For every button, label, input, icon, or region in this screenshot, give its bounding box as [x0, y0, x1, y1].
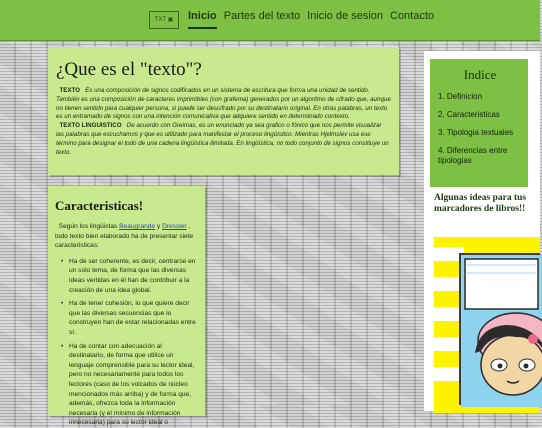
caracteristicas-list — [55, 257, 198, 428]
nav-link-inicio[interactable]: Inicio — [188, 10, 217, 29]
term-texto: TEXTO — [59, 87, 80, 94]
index-link-tipologia-textuales[interactable]: 3. Tipologia textuales — [438, 128, 514, 137]
intro-text-start: Según los lingüistas — [58, 223, 120, 230]
list-item: • Ha de tener cohesión, lo que quiere decir que las diversas secuencias que lo construyen han de estar relacionadas entre sí. — [63, 299, 198, 337]
nav-link-partes-del-texto[interactable]: Partes del texto — [223, 10, 301, 22]
bookmarks-heading: Algunas ideas para tus marcadores de libros!! — [434, 193, 527, 214]
bookmark-illustration — [459, 253, 540, 405]
intro-text-and: y — [155, 223, 163, 230]
caracteristicas-section — [48, 186, 205, 427]
link-beaugrande[interactable]: Beaugrande — [119, 223, 156, 230]
nav-link-contacto[interactable]: Contacto — [390, 10, 435, 22]
index-link-definicion[interactable]: 1. Definicion — [438, 92, 483, 101]
index-link-caracteristicas[interactable]: 2. Caracteristicas — [438, 110, 500, 119]
link-dressler[interactable]: Dressler — [162, 223, 187, 230]
site-logo[interactable]: TXT ▣ — [149, 11, 179, 29]
definition-texto — [56, 87, 391, 122]
main-nav — [188, 10, 434, 29]
index-box — [430, 59, 528, 187]
definition-texto-linguistico-body: De acuerdo con Greimas, es un enunciado ya sea grafico o fónico que nos permite visualizar las palabras que escuchamos y que es utilizado para manifestar el proceso lingüístico. Mientras Hjelmslev usa ese término para designar el todo de una cadena lingüística ilimitada. En lingüística, no todo conjunto de signos constituye un texto. — [56, 122, 389, 156]
definition-texto-linguistico — [56, 122, 391, 157]
intro-title: ¿Que es el "texto"? — [56, 59, 202, 80]
nav-link-inicio-de-sesion[interactable]: Inicio de sesion — [307, 10, 383, 22]
list-item: • Ha de contar con adecuación al destinatario, de forma que utilice un lenguaje comprensible para su lector ideal, pero no necesariamente para todos los lectores (caso de los volcados de núcleo mencionados más arriba) y de forma que, además, ofrezca toda la información necesaria (y el mínimo de información innecesaria) para su lector ideal o — [63, 342, 198, 428]
list-item: • Ha de ser coherente, es decir, centrarse en un solo tema, de forma que las diversas ideas vertidas en él han de contribuir a la creación de una idea global. — [63, 257, 198, 295]
top-navbar — [0, 0, 540, 41]
index-link-diferencias[interactable]: 4. Diferencias entre tipologias — [438, 146, 508, 165]
caracteristicas-intro — [55, 222, 198, 251]
cartoon-character-image — [461, 255, 542, 407]
index-title: Indice — [463, 67, 497, 82]
intro-section — [48, 47, 399, 175]
term-texto-linguistico: TEXTO LINGUISTICO — [59, 122, 122, 130]
intro-text-end: , todo texto bien elaborado ha de presentar siete caracteristicas: — [55, 223, 194, 250]
caracteristicas-title: Caracteristicas! — [55, 198, 144, 213]
definition-texto-body: Es una composición de signos codificados en un sistema de escritura que forma una unidad de sentido. También es una composición de caracteres imprimibles (con grafema) generados por un algoritmo de cifrado que, aunque no tienen sentido para cualquier persona, si puede ser descifrado por su destinatario original. En otras palabras, un texto es un entramado de signos con una intención comunicativa que adquiere sentido en determinado contexto. — [56, 87, 391, 121]
